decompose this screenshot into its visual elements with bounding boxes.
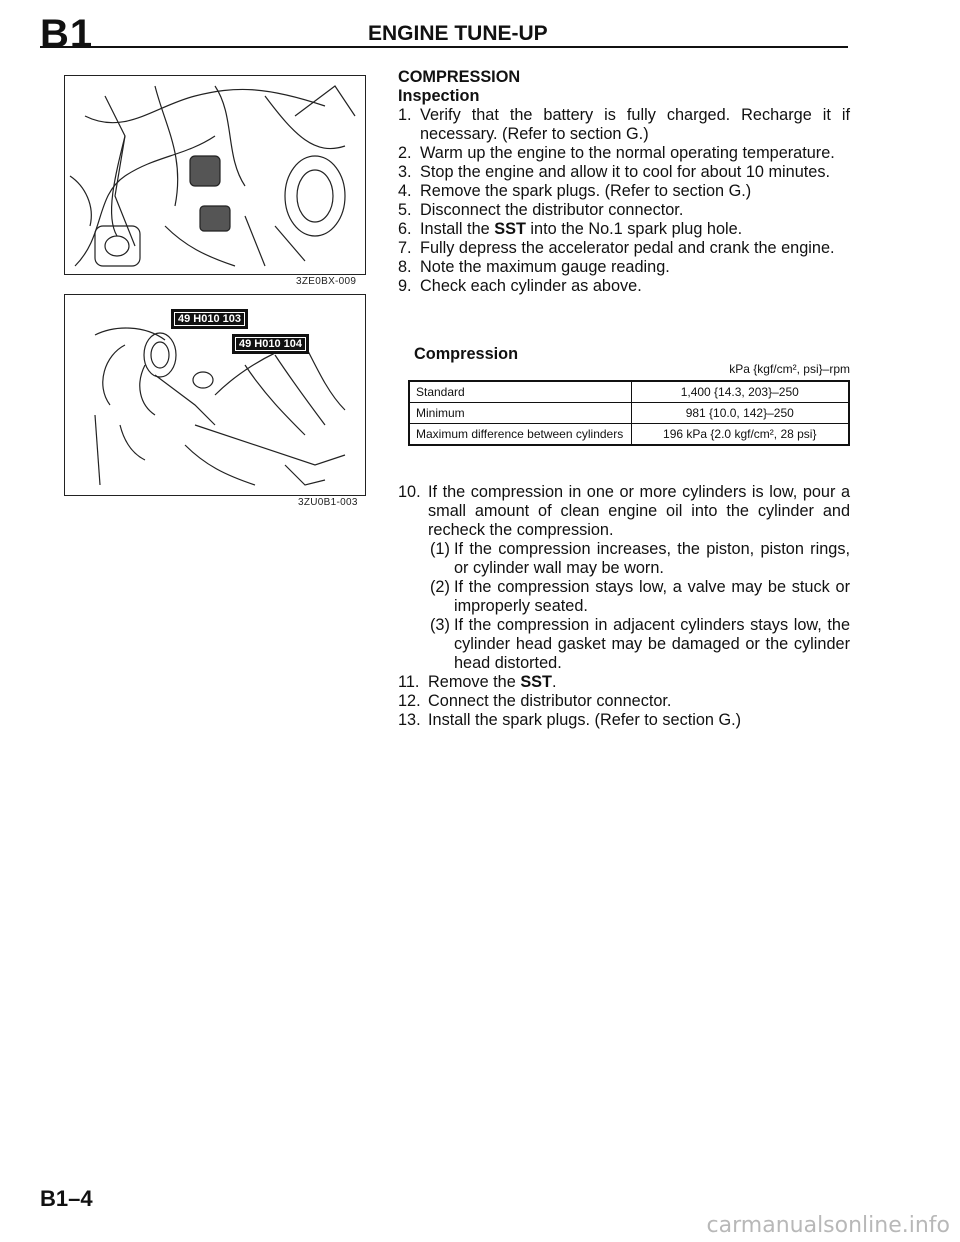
spec-units: kPa {kgf/cm², psi}–rpm (729, 362, 850, 376)
header-rule (40, 46, 848, 48)
step-5: 5. Disconnect the distributor connector. (398, 201, 684, 219)
spec-label: Maximum difference between cylinders (409, 424, 631, 446)
watermark: carmanualsonline.info (706, 1213, 950, 1238)
substep-1: (1) If the compression increases, the piston, piston rings, or cylinder wall may be worn. (430, 540, 850, 577)
step-3: 3. Stop the engine and allow it to cool for about 10 minutes. (398, 163, 831, 181)
spec-value: 196 kPa {2.0 kgf/cm², 28 psi} (631, 424, 849, 446)
page-number: B1–4 (40, 1186, 93, 1211)
step-11: 11. Remove the SST. (398, 673, 557, 691)
step-8: 8. Note the maximum gauge reading. (398, 258, 670, 276)
step-4: 4. Remove the spark plugs. (Refer to section G.) (398, 182, 752, 200)
spec-label: Minimum (409, 403, 631, 424)
procedure-column-bottom (398, 483, 850, 730)
substep-3: (3) If the compression in adjacent cylinders stays low, the cylinder head gasket may be damaged or the cylinder head distorted. (430, 616, 850, 672)
table-row (409, 403, 849, 424)
step-2: 2. Warm up the engine to the normal operating temperature. (398, 144, 835, 162)
step-7: 7. Fully depress the accelerator pedal and crank the engine. (398, 239, 835, 257)
step-13: 13. Install the spark plugs. (Refer to section G.) (398, 711, 742, 729)
step-1: 1. Verify that the battery is fully charged. Recharge it if necessary. (Refer to section G.) (398, 106, 850, 143)
step-6: 6. Install the SST into the No.1 spark plug hole. (398, 220, 743, 238)
page-title: ENGINE TUNE-UP (368, 22, 548, 45)
compression-spec-table (408, 380, 850, 446)
tool-label-49h010103: 49 H010 103 (171, 309, 248, 329)
section-heading: COMPRESSION (398, 68, 521, 86)
step-9: 9. Check each cylinder as above. (398, 277, 642, 295)
spec-heading: Compression (414, 345, 519, 363)
spec-value: 1,400 {14.3, 203}–250 (631, 381, 849, 403)
table-row (409, 381, 849, 403)
section-subheading: Inspection (398, 87, 480, 105)
engine-illustration-distributor (64, 75, 366, 275)
step-12: 12. Connect the distributor connector. (398, 692, 672, 710)
table-row (409, 424, 849, 446)
step-10: 10. If the compression in one or more cylinders is low, pour a small amount of clean engine oil into the cylinder and recheck the compression. (398, 483, 850, 539)
section-code: B1 (40, 12, 94, 56)
figure-code-2: 3ZU0B1-003 (298, 497, 358, 508)
spec-value: 981 {10.0, 142}–250 (631, 403, 849, 424)
tool-label-49h010104: 49 H010 104 (232, 334, 309, 354)
procedure-column-top (398, 68, 850, 296)
spec-label: Standard (409, 381, 631, 403)
figure-code-1: 3ZE0BX-009 (296, 276, 357, 287)
substep-2: (2) If the compression stays low, a valve may be stuck or improperly seated. (430, 578, 850, 615)
